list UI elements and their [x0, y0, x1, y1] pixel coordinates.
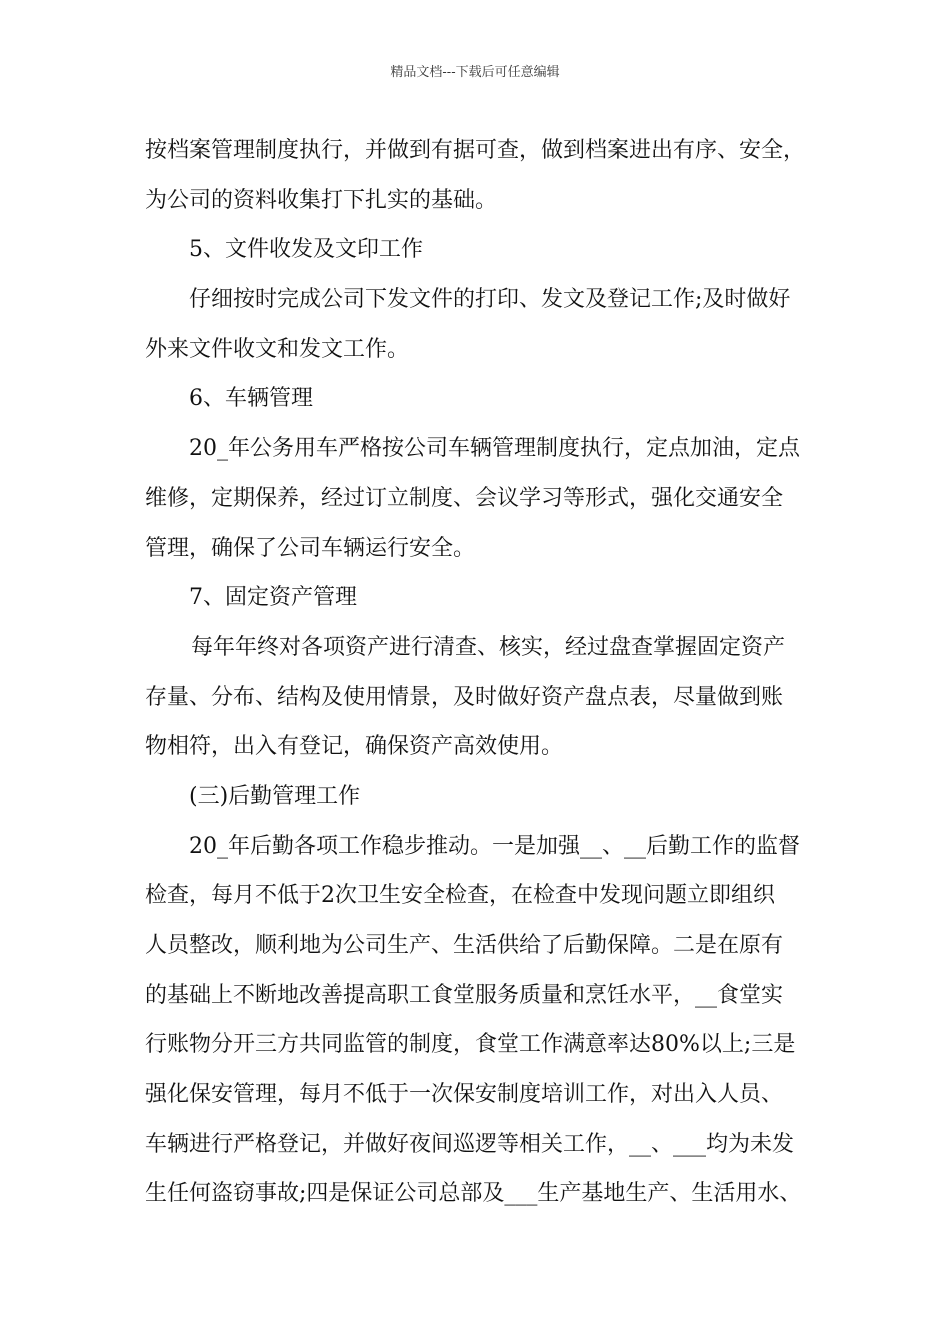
section-heading: (三)后勤管理工作 [189, 783, 361, 809]
body-line: 人员整改，顺利地为公司生产、生活供给了后勤保障。二是在原有 [145, 933, 784, 958]
body-line: 维修，定期保养，经过订立制度、会议学习等形式，强化交通安全 [145, 485, 784, 511]
body-line: 20_年后勤各项工作稳步推动。一是加强__、__后勤工作的监督 [189, 833, 800, 859]
body-line: 为公司的资料收集打下扎实的基础。 [145, 187, 498, 213]
section-heading: 7、固定资产管理 [189, 585, 357, 611]
body-line: 每年年终对各项资产进行清查、核实，经过盘查掌握固定资产 [191, 634, 786, 660]
body-line: 强化保安管理，每月不低于一次保安制度培训工作，对出入人员、 [145, 1082, 784, 1108]
body-line: 20_年公务用车严格按公司车辆管理制度执行，定点加油，定点 [189, 436, 800, 462]
body-line: 外来文件收文和发文工作。 [145, 336, 410, 362]
body-line: 管理，确保了公司车辆运行安全。 [145, 535, 476, 561]
body-line: 生任何盗窃事故;四是保证公司总部及___生产基地生产、生活用水、 [145, 1181, 802, 1207]
section-heading: 6、车辆管理 [189, 386, 313, 412]
body-line: 检查，每月不低于2次卫生安全检查，在检查中发现问题立即组织 [145, 883, 775, 909]
body-line: 按档案管理制度执行，并做到有据可查，做到档案进出有序、安全， [145, 138, 806, 163]
body-line: 仔细按时完成公司下发文件的打印、发文及登记工作;及时做好 [189, 287, 791, 313]
body-line: 的基础上不断地改善提高职工食堂服务质量和烹饪水平，__食堂实 [145, 982, 784, 1008]
section-heading: 5、文件收发及文印工作 [189, 237, 423, 263]
body-line: 行账物分开三方共同监管的制度，食堂工作满意率达80%以上;三是 [145, 1032, 796, 1058]
body-line: 车辆进行严格登记，并做好夜间巡逻等相关工作，__、___均为未发 [145, 1131, 795, 1157]
page-header: 精品文档---下载后可任意编辑 [390, 65, 560, 80]
body-line: 物相符，出入有登记，确保资产高效使用。 [145, 734, 564, 760]
body-line: 存量、分布、结构及使用情景，及时做好资产盘点表，尽量做到账 [145, 684, 784, 710]
document-body [145, 126, 825, 1219]
